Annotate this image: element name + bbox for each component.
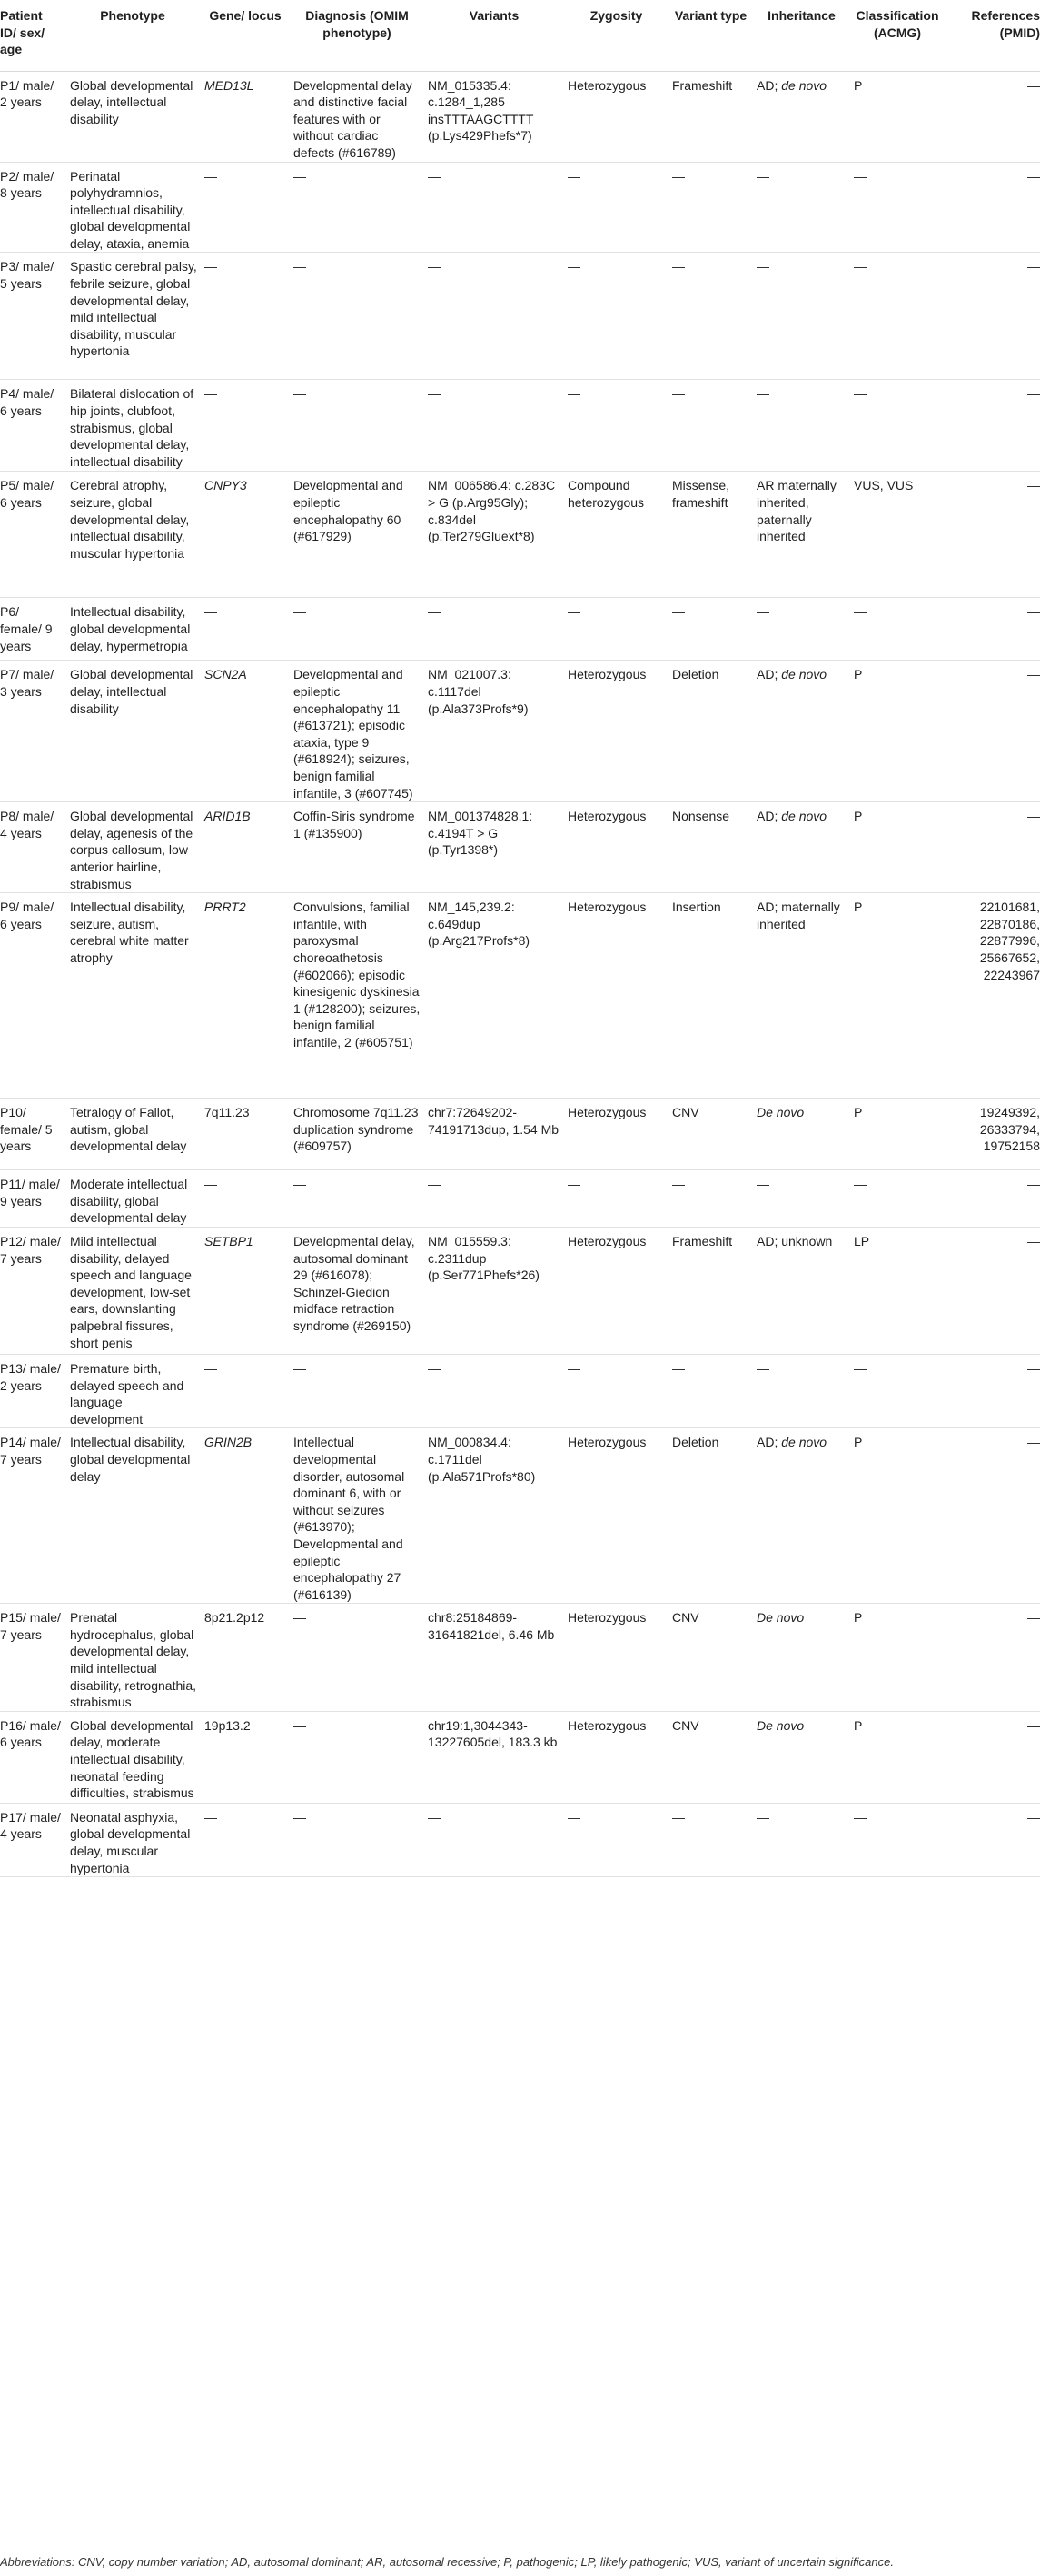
- cell-zygosity: Heterozygous: [568, 1435, 647, 1450]
- cell-variant-type: Nonsense: [672, 809, 730, 824]
- cell-diagnosis: —: [293, 1717, 306, 1733]
- cell-inheritance: [753, 1227, 850, 1354]
- inheritance-text: —: [757, 168, 769, 184]
- cell-inheritance: [753, 1428, 850, 1604]
- cell-gene: 19p13.2: [204, 1717, 251, 1733]
- cell-classification: P: [854, 1435, 863, 1450]
- cell-diagnosis: —: [293, 386, 306, 402]
- cell-variant-type: Frameshift: [672, 77, 733, 93]
- inheritance-text: AD;: [757, 667, 782, 682]
- inheritance-text: —: [757, 604, 769, 620]
- inheritance-origin: De novo: [757, 1610, 805, 1626]
- cell-inheritance: [753, 71, 850, 162]
- cell-gene: 8p21.2p12: [204, 1610, 265, 1626]
- cell-classification: LP: [854, 1233, 870, 1248]
- cell-inheritance: [753, 1711, 850, 1803]
- cell-diagnosis: —: [293, 1360, 306, 1376]
- cell-phenotype: Intellectual disability, global developmental delay, hypermetropia: [70, 604, 191, 653]
- cell-variants: NM_145,239.2: c.649dup (p.Arg217Profs*8): [428, 900, 530, 949]
- cell-variant-type: —: [672, 604, 685, 620]
- cell-zygosity: Heterozygous: [568, 809, 647, 824]
- cell-variant-type: Deletion: [672, 667, 719, 682]
- table-header: [0, 0, 1040, 71]
- inheritance-text: —: [757, 1809, 769, 1825]
- cell-references: —: [1027, 478, 1040, 493]
- cell-variants: —: [428, 1360, 441, 1376]
- cell-variants: NM_006586.4: c.283C > G (p.Arg95Gly); c.834del (p.Ter279Gluext*8): [428, 478, 556, 544]
- cell-diagnosis: —: [293, 259, 306, 274]
- cell-variants: —: [428, 168, 441, 184]
- cell-inheritance: [753, 661, 850, 802]
- cell-variant-type: —: [672, 168, 685, 184]
- cell-diagnosis: —: [293, 168, 306, 184]
- cell-references: —: [1027, 168, 1040, 184]
- cell-references: —: [1027, 1360, 1040, 1376]
- cell-zygosity: —: [568, 1360, 580, 1376]
- cell-references: —: [1027, 259, 1040, 274]
- cell-variants: —: [428, 259, 441, 274]
- cell-gene: SCN2A: [204, 667, 247, 682]
- cell-gene: 7q11.23: [204, 1105, 250, 1120]
- cell-references: —: [1027, 1177, 1040, 1192]
- table-row: [0, 1428, 1040, 1604]
- cell-gene: —: [204, 168, 217, 184]
- cell-patient: P10/ female/ 5 years: [0, 1105, 53, 1154]
- cell-classification: —: [854, 259, 867, 274]
- cell-phenotype: Global developmental delay, intellectual disability: [70, 667, 193, 716]
- cell-diagnosis: —: [293, 1610, 306, 1626]
- cell-classification: —: [854, 1177, 867, 1192]
- cell-zygosity: Heterozygous: [568, 900, 647, 915]
- cell-zygosity: Compound heterozygous: [568, 478, 645, 511]
- cell-inheritance: [753, 1099, 850, 1170]
- cell-classification: —: [854, 604, 867, 620]
- cell-gene: CNPY3: [204, 478, 247, 493]
- table-row: [0, 71, 1040, 162]
- cell-classification: P: [854, 77, 863, 93]
- cell-diagnosis: Developmental delay, autosomal dominant 29 (#616078); Schinzel-Giedion midface retraction syndrome (#269150): [293, 1233, 415, 1333]
- header-classification: Classification (ACMG): [856, 8, 939, 40]
- cell-references: —: [1027, 386, 1040, 402]
- cell-patient: P11/ male/ 9 years: [0, 1177, 60, 1208]
- cell-phenotype: Global developmental delay, agenesis of the corpus callosum, low anterior hairline, strabismus: [70, 809, 193, 891]
- table-body: [0, 71, 1040, 1877]
- header-zygosity: Zygosity: [589, 8, 643, 23]
- cell-variants: —: [428, 1177, 441, 1192]
- cell-patient: P17/ male/ 4 years: [0, 1809, 61, 1842]
- cell-diagnosis: Coffin-Siris syndrome 1 (#135900): [293, 809, 415, 840]
- inheritance-text: AD; unknown: [757, 1233, 833, 1248]
- cell-diagnosis: —: [293, 1809, 306, 1825]
- cell-patient: P15/ male/ 7 years: [0, 1610, 61, 1642]
- cell-phenotype: Prenatal hydrocephalus, global developmental delay, mild intellectual disability, retrognathia, strabismus: [70, 1610, 197, 1710]
- cell-patient: P3/ male/ 5 years: [0, 259, 54, 292]
- cell-variant-type: —: [672, 259, 685, 274]
- cell-zygosity: —: [568, 604, 580, 620]
- cell-classification: P: [854, 900, 863, 915]
- cell-variant-type: Insertion: [672, 900, 721, 915]
- cell-variant-type: —: [672, 1809, 685, 1825]
- inheritance-text: —: [757, 386, 769, 402]
- cell-variants: chr8:25184869-31641821del, 6.46 Mb: [428, 1610, 555, 1642]
- cell-inheritance: [753, 598, 850, 661]
- table-row: [0, 472, 1040, 598]
- cell-references: —: [1027, 1809, 1040, 1825]
- table-row: [0, 1170, 1040, 1228]
- cell-patient: P6/ female/ 9 years: [0, 604, 53, 653]
- cell-diagnosis: Convulsions, familial infantile, with paroxysmal choreoathetosis (#602066); episodic kinesigenic dyskinesia 1 (#128200); seizures, benign familial infantile, 2 (#605751): [293, 900, 421, 1049]
- cell-zygosity: Heterozygous: [568, 667, 647, 682]
- cell-phenotype: Perinatal polyhydramnios, intellectual disability, global developmental delay, ataxia, anemia: [70, 168, 191, 251]
- cell-references: —: [1027, 77, 1040, 93]
- cell-zygosity: Heterozygous: [568, 1105, 647, 1120]
- cell-diagnosis: Developmental and epileptic encephalopathy 60 (#617929): [293, 478, 403, 544]
- cell-diagnosis: Chromosome 7q11.23 duplication syndrome (#609757): [293, 1105, 419, 1154]
- cell-variants: NM_015335.4: c.1284_1,285 insTTTAAGCTTTT (p.Lys429Phefs*7): [428, 77, 534, 144]
- cell-patient: P9/ male/ 6 years: [0, 900, 54, 931]
- inheritance-text: AD;: [757, 809, 782, 824]
- cell-references: 22101681, 22870186, 22877996, 25667652, 22243967: [979, 900, 1040, 982]
- cell-gene: —: [204, 604, 217, 620]
- table-row: [0, 1354, 1040, 1427]
- inheritance-origin: De novo: [757, 1717, 805, 1733]
- header-gene: Gene/ locus: [209, 8, 282, 23]
- cell-variants: —: [428, 386, 441, 402]
- cell-diagnosis: Intellectual developmental disorder, autosomal dominant 6, with or without seizures (#613970); Developmental and epileptic encephalopathy 27 (#616139): [293, 1435, 405, 1602]
- header-variants: Variants: [469, 8, 520, 23]
- cell-inheritance: [753, 380, 850, 472]
- cell-references: —: [1027, 809, 1040, 824]
- table-row: [0, 253, 1040, 380]
- cell-classification: P: [854, 1717, 863, 1733]
- cell-variants: NM_015559.3: c.2311dup (p.Ser771Phefs*26): [428, 1233, 540, 1283]
- table-row: [0, 1803, 1040, 1876]
- cell-diagnosis: Developmental delay and distinctive facial features with or without cardiac defects (#616789): [293, 77, 412, 160]
- cell-zygosity: —: [568, 1177, 580, 1192]
- cell-gene: —: [204, 259, 217, 274]
- cell-classification: P: [854, 809, 863, 824]
- inheritance-text: AD; maternally inherited: [757, 900, 840, 931]
- cell-gene: PRRT2: [204, 900, 246, 915]
- table-row: [0, 1227, 1040, 1354]
- cell-patient: P7/ male/ 3 years: [0, 667, 54, 700]
- cell-patient: P2/ male/ 8 years: [0, 168, 54, 201]
- cell-classification: P: [854, 667, 863, 682]
- cell-gene: SETBP1: [204, 1233, 253, 1248]
- cell-patient: P1/ male/ 2 years: [0, 77, 54, 110]
- inheritance-text: —: [757, 259, 769, 274]
- table-row: [0, 380, 1040, 472]
- cell-phenotype: Premature birth, delayed speech and language development: [70, 1360, 184, 1427]
- cell-phenotype: Spastic cerebral palsy, febrile seizure, global developmental delay, mild intellectual disability, muscular hypertonia: [70, 259, 197, 359]
- cell-inheritance: [753, 802, 850, 893]
- cell-variants: —: [428, 604, 441, 620]
- cell-patient: P12/ male/ 7 years: [0, 1233, 61, 1266]
- cell-phenotype: Intellectual disability, seizure, autism, cerebral white matter atrophy: [70, 900, 189, 965]
- cell-variant-type: CNV: [672, 1610, 699, 1626]
- cell-patient: P13/ male/ 2 years: [0, 1360, 61, 1393]
- inheritance-origin: De novo: [757, 1105, 805, 1120]
- table-row: [0, 1099, 1040, 1170]
- cell-classification: VUS, VUS: [854, 478, 914, 493]
- cell-phenotype: Cerebral atrophy, seizure, global developmental delay, intellectual disability, muscular hypertonia: [70, 478, 190, 561]
- cell-inheritance: [753, 1604, 850, 1712]
- table-row: [0, 1711, 1040, 1803]
- cell-patient: P8/ male/ 4 years: [0, 809, 54, 840]
- header-inheritance: Inheritance: [768, 8, 836, 23]
- cell-classification: —: [854, 386, 867, 402]
- cell-phenotype: Global developmental delay, moderate intellectual disability, neonatal feeding difficulties, strabismus: [70, 1717, 194, 1801]
- cell-variant-type: —: [672, 1360, 685, 1376]
- cell-inheritance: [753, 1170, 850, 1228]
- cell-diagnosis: Developmental and epileptic encephalopathy 11 (#613721); episodic ataxia, type 9 (#618924); seizures, benign familial infantile, 3 (#607745): [293, 667, 413, 801]
- cell-references: 19249392, 26333794, 19752158: [979, 1105, 1040, 1154]
- inheritance-text: AD;: [757, 1435, 782, 1450]
- cell-inheritance: [753, 1803, 850, 1876]
- inheritance-origin: de novo: [781, 667, 827, 682]
- cell-variant-type: CNV: [672, 1105, 699, 1120]
- table-row: [0, 598, 1040, 661]
- cell-variants: NM_021007.3: c.1117del (p.Ala373Profs*9): [428, 667, 529, 716]
- cell-classification: P: [854, 1610, 863, 1626]
- cell-variant-type: —: [672, 1177, 685, 1192]
- inheritance-text: —: [757, 1177, 769, 1192]
- cell-variants: chr19:1,3044343-13227605del, 183.3 kb: [428, 1717, 558, 1750]
- cell-zygosity: —: [568, 259, 580, 274]
- table-row: [0, 1604, 1040, 1712]
- inheritance-text: AR maternally inherited, paternally inherited: [757, 478, 837, 544]
- table-row: [0, 893, 1040, 1099]
- table-row: [0, 162, 1040, 253]
- cell-inheritance: [753, 162, 850, 253]
- header-diagnosis: Diagnosis (OMIM phenotype): [305, 8, 409, 40]
- cell-variant-type: Deletion: [672, 1435, 719, 1450]
- cell-gene: —: [204, 1360, 217, 1376]
- cell-variants: —: [428, 1809, 441, 1825]
- cell-classification: —: [854, 168, 867, 184]
- inheritance-text: AD;: [757, 77, 782, 93]
- cell-zygosity: Heterozygous: [568, 77, 647, 93]
- cell-patient: P5/ male/ 6 years: [0, 478, 54, 511]
- cell-diagnosis: —: [293, 1177, 306, 1192]
- cell-references: —: [1027, 1233, 1040, 1248]
- cell-classification: —: [854, 1360, 867, 1376]
- header-variant-type: Variant type: [674, 8, 748, 23]
- inheritance-origin: de novo: [781, 1435, 827, 1450]
- table-row: [0, 802, 1040, 893]
- cell-inheritance: [753, 253, 850, 380]
- cell-classification: —: [854, 1809, 867, 1825]
- cell-patient: P14/ male/ 7 years: [0, 1435, 61, 1467]
- cell-phenotype: Neonatal asphyxia, global developmental delay, muscular hypertonia: [70, 1809, 191, 1875]
- cell-phenotype: Mild intellectual disability, delayed speech and language development, low-set ears, downslanting palpebral fissures, short penis: [70, 1233, 192, 1350]
- cell-phenotype: Bilateral dislocation of hip joints, clubfoot, strabismus, global developmental delay, intellectual disability: [70, 386, 194, 469]
- inheritance-origin: de novo: [781, 809, 827, 824]
- cell-zygosity: —: [568, 1809, 580, 1825]
- cell-phenotype: Tetralogy of Fallot, autism, global developmental delay: [70, 1105, 187, 1154]
- cell-diagnosis: —: [293, 604, 306, 620]
- cell-inheritance: [753, 893, 850, 1099]
- cell-inheritance: [753, 472, 850, 598]
- cell-references: —: [1027, 1610, 1040, 1626]
- header-phenotype: Phenotype: [100, 8, 165, 23]
- cell-patient: P4/ male/ 6 years: [0, 386, 54, 419]
- cell-phenotype: Moderate intellectual disability, global developmental delay: [70, 1177, 188, 1226]
- header-patient: Patient ID/ sex/ age: [0, 8, 45, 56]
- cell-variants: NM_001374828.1: c.4194T > G (p.Tyr1398*): [428, 809, 533, 858]
- cell-zygosity: —: [568, 168, 580, 184]
- table-row: [0, 661, 1040, 802]
- cell-references: —: [1027, 1717, 1040, 1733]
- cell-gene: —: [204, 1177, 217, 1192]
- cell-zygosity: Heterozygous: [568, 1717, 647, 1733]
- table-footnote: Abbreviations: CNV, copy number variation; AD, autosomal dominant; AR, autosomal recessive; P, pathogenic; LP, likely pathogenic; VUS, variant of uncertain significance.: [0, 2555, 894, 2569]
- cell-references: —: [1027, 667, 1040, 682]
- cell-zygosity: Heterozygous: [568, 1610, 647, 1626]
- cell-variant-type: Frameshift: [672, 1233, 733, 1248]
- cell-variant-type: Missense, frameshift: [672, 478, 730, 511]
- cell-zygosity: Heterozygous: [568, 1233, 647, 1248]
- cell-zygosity: —: [568, 386, 580, 402]
- cell-variant-type: CNV: [672, 1717, 699, 1733]
- cell-gene: —: [204, 386, 217, 402]
- header-references: References (PMID): [971, 8, 1040, 40]
- cell-gene: GRIN2B: [204, 1435, 253, 1450]
- cell-gene: ARID1B: [204, 809, 251, 824]
- cell-patient: P16/ male/ 6 years: [0, 1717, 61, 1750]
- inheritance-origin: de novo: [781, 77, 827, 93]
- cell-variant-type: —: [672, 386, 685, 402]
- cell-classification: P: [854, 1105, 863, 1120]
- cell-phenotype: Global developmental delay, intellectual disability: [70, 77, 193, 126]
- cell-inheritance: [753, 1354, 850, 1427]
- cell-gene: —: [204, 1809, 217, 1825]
- cell-phenotype: Intellectual disability, global developmental delay: [70, 1435, 191, 1484]
- cell-references: —: [1027, 1435, 1040, 1450]
- cell-references: —: [1027, 604, 1040, 620]
- cell-variants: chr7:72649202-74191713dup, 1.54 Mb: [428, 1105, 560, 1137]
- cell-gene: MED13L: [204, 77, 254, 93]
- cell-variants: NM_000834.4: c.1711del (p.Ala571Profs*80): [428, 1435, 536, 1484]
- inheritance-text: —: [757, 1360, 769, 1376]
